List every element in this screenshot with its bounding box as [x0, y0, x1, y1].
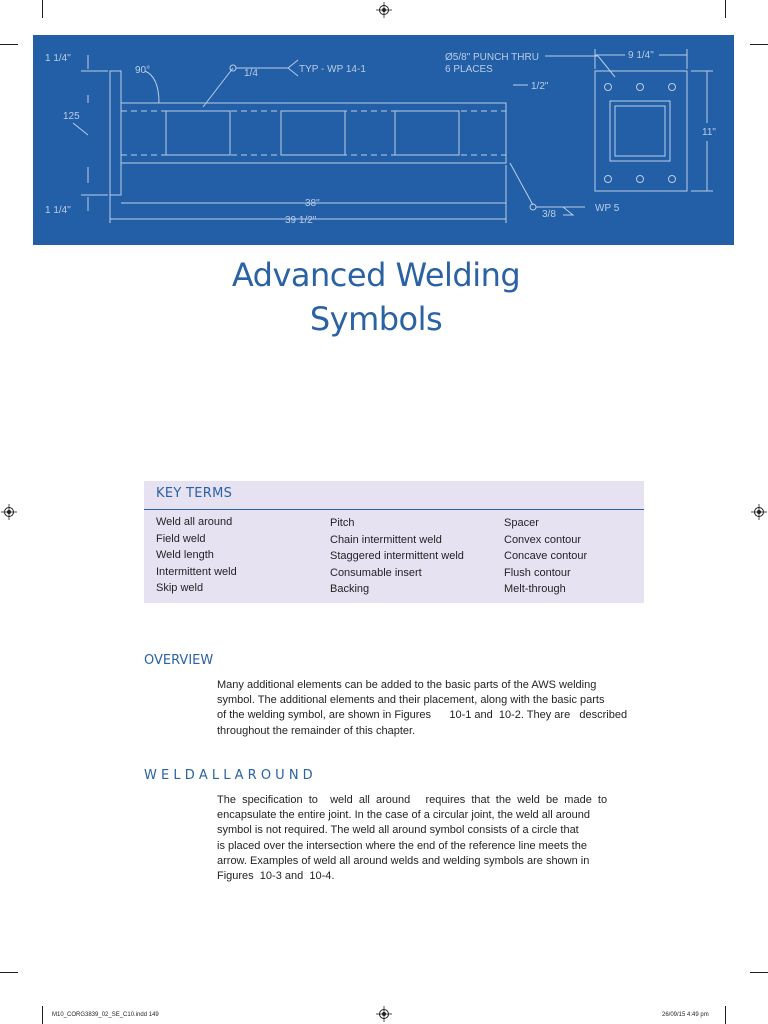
- beam-slot-2: [281, 111, 345, 155]
- overview-paragraph: [217, 678, 643, 739]
- key-terms-column-3: [504, 515, 587, 598]
- wp5-note: WP 5: [595, 203, 620, 214]
- key-term: Pitch: [330, 517, 355, 529]
- weld-size-top: 1/4: [244, 68, 258, 79]
- key-terms-column-2: [330, 515, 464, 598]
- dim-angle: 90°: [135, 65, 151, 76]
- key-terms-heading: KEY TERMS: [156, 486, 233, 501]
- key-term: Weld all around: [156, 516, 233, 528]
- key-term: Spacer: [504, 517, 539, 529]
- registration-mark-top-icon: [376, 2, 392, 18]
- paragraph-line: throughout the remainder of this chapter.: [217, 724, 416, 737]
- paragraph-line: symbol is not required. The weld all around symbol consists of a circle that: [217, 824, 579, 837]
- crop-mark-bottom-right: [725, 1006, 726, 1024]
- chapter-title-line1: Advanced Welding: [231, 256, 521, 294]
- slug-file-info: M10_CORG3839_02_SE_C10.indd 149: [52, 1012, 159, 1018]
- weld-size-bottom: 3/8: [542, 209, 556, 220]
- crop-mark-top-right: [725, 0, 726, 18]
- registration-mark-bottom-icon: [376, 1006, 392, 1022]
- registration-mark-left-icon: [1, 504, 17, 520]
- dim-39-half: 39 1/2": [285, 215, 317, 226]
- paragraph-line: encapsulate the entire joint. In the case of a circular joint, the weld all around: [217, 809, 591, 822]
- key-term: Melt-through: [504, 583, 566, 596]
- key-term: Consumable insert: [330, 566, 422, 579]
- key-term: Skip weld: [156, 582, 204, 595]
- key-terms-divider: [144, 509, 644, 510]
- key-term: Intermittent weld: [156, 565, 237, 578]
- chapter-title-line2: Symbols: [309, 300, 443, 338]
- blueprint-banner: [33, 35, 734, 245]
- paragraph-line: symbol. The additional elements and their placement, along with the basic parts: [217, 694, 605, 707]
- crop-mark-right-bottom: [750, 972, 768, 973]
- weld-all-around-paragraph: [217, 793, 643, 884]
- paragraph-line: of the welding symbol, are shown in Figures 10-1 and 10-2. They are described: [217, 709, 628, 722]
- beam-body: [121, 103, 506, 163]
- overview-heading: OVERVIEW: [144, 653, 214, 668]
- key-term: Chain intermittent weld: [330, 533, 442, 546]
- dim-9-quarter: 9 1/4": [628, 50, 654, 61]
- key-term: Concave contour: [504, 550, 588, 563]
- key-term: Convex contour: [504, 533, 582, 546]
- dim-125: 125: [63, 111, 80, 122]
- paragraph-line: Many additional elements can be added to the basic parts of the AWS welding: [217, 679, 597, 691]
- dim-38: 38": [305, 198, 320, 209]
- punch-note-line1: Ø5/8" PUNCH THRU: [445, 52, 539, 63]
- key-term: Staggered intermittent weld: [330, 550, 464, 563]
- base-plate: [595, 71, 687, 191]
- dim-11: 11": [702, 127, 716, 138]
- crop-mark-bottom-left: [42, 1006, 43, 1024]
- paragraph-line: arrow. Examples of weld all around welds and welding symbols are shown in: [217, 854, 590, 867]
- paragraph-line: The specification to weld all around requires that the weld be made to: [217, 794, 608, 806]
- paragraph-line: is placed over the intersection where the end of the reference line meets the: [217, 839, 587, 852]
- typ-note: TYP - WP 14-1: [299, 64, 366, 75]
- end-plate: [110, 71, 121, 195]
- dim-bottom-left: 1 1/4": [45, 205, 71, 216]
- dim-half: 1/2": [531, 81, 549, 92]
- beam-slot-1: [166, 111, 230, 155]
- key-term: Backing: [330, 583, 370, 596]
- dim-top-left: 1 1/4": [45, 53, 71, 64]
- punch-note-line2: 6 PLACES: [445, 64, 493, 75]
- crop-mark-left-top: [0, 44, 18, 45]
- paragraph-line: Figures 10-3 and 10-4.: [217, 870, 335, 883]
- crop-mark-top-left: [42, 0, 43, 18]
- beam-slot-3: [395, 111, 459, 155]
- key-term: Weld length: [156, 549, 214, 562]
- crop-mark-left-bottom: [0, 972, 18, 973]
- weld-all-around-heading: W E L D A L L A R O U N D: [144, 768, 313, 783]
- blueprint-drawing: [33, 35, 734, 245]
- key-terms-column-1: [156, 514, 237, 597]
- key-term: Flush contour: [504, 566, 571, 579]
- crop-mark-right-top: [750, 44, 768, 45]
- registration-mark-right-icon: [751, 504, 767, 520]
- slug-date-time: 26/09/15 4:49 pm: [662, 1012, 709, 1018]
- key-terms-box: [144, 481, 644, 603]
- key-term: Field weld: [156, 532, 206, 545]
